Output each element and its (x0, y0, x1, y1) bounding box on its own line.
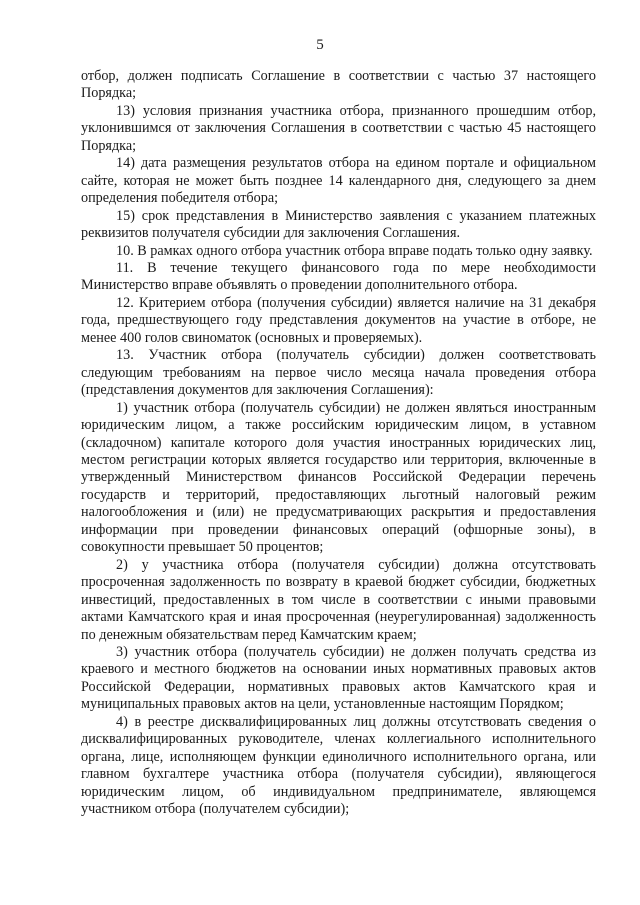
paragraph: 2) у участника отбора (получателя субсидии) должна отсутствовать просроченная задолженность по возврату в краевой бюджет субсидии, бюджетных инвестиций, предоставленных в том числе в соответствии с иными правовыми актами Камчатского края и иная просроченная (неурегулированная) задолженность по денежным обязательствам перед Камчатским краем; (81, 556, 596, 643)
paragraph: 10. В рамках одного отбора участник отбора вправе подать только одну заявку. (116, 242, 593, 259)
paragraph: 4) в реестре дисквалифицированных лиц должны отсутствовать сведения о дисквалифицированных руководителе, членах коллегиального исполнительного органа, лице, исполняющем функции единоличного исполнительного органа, или главном бухгалтере участника отбора (получателя субсидии), являющегося юридическим лицом, об индивидуальном предпринимателе, являющемся участником отбора (получателем субсидии); (81, 713, 596, 818)
paragraph: 14) дата размещения результатов отбора на едином портале и официальном сайте, которая не может быть позднее 14 календарного дня, следующего за днем определения победителя отбора; (81, 155, 596, 207)
paragraph: 3) участник отбора (получатель субсидии) не должен получать средства из краевого и местного бюджетов на основании иных нормативных правовых актов Российской Федерации, нормативных правовых актов Камчатского края и муниципальных правовых актов на цели, установленные настоящим Порядком; (81, 643, 596, 713)
document-body (81, 68, 596, 818)
paragraph: 13) условия признания участника отбора, признанного прошедшим отбор, уклонившимся от заключения Соглашения в соответствии с частью 45 настоящего Порядка; (81, 102, 596, 154)
paragraph: 15) срок представления в Министерство заявления с указанием платежных реквизитов получателя субсидии для заключения Соглашения. (81, 207, 596, 242)
paragraph: отбор, должен подписать Соглашение в соответствии с частью 37 настоящего Порядка; (81, 68, 596, 102)
paragraph: 1) участник отбора (получатель субсидии) не должен являться иностранным юридическим лицом, а также российским юридическим лицом, в уставном (складочном) капитале которого доля участия иностранных юридических лиц, местом регистрации которых является государство или территория, включенные в утвержденный Министерством финансов Российской Федерации перечень государств и территорий, предоставляющих льготный налоговый режим налогообложения и (или) не предусматривающих раскрытия и предоставления информации при проведении финансовых операций (офшорные зоны), в совокупности превышает 50 процентов; (81, 399, 596, 556)
paragraph: 13. Участник отбора (получатель субсидии) должен соответствовать следующим требованиям на первое число месяца начала проведения отбора (представления документов для заключения Соглашения): (81, 347, 596, 399)
paragraph: 11. В течение текущего финансового года по мере необходимости Министерство вправе объявлять о проведении дополнительного отбора. (81, 259, 596, 294)
page-number: 5 (316, 37, 324, 53)
paragraph: 12. Критерием отбора (получения субсидии) является наличие на 31 декабря года, предшествующего году представления документов на участие в отборе, не менее 400 голов свиноматок (основных и проверяемых). (81, 294, 596, 346)
